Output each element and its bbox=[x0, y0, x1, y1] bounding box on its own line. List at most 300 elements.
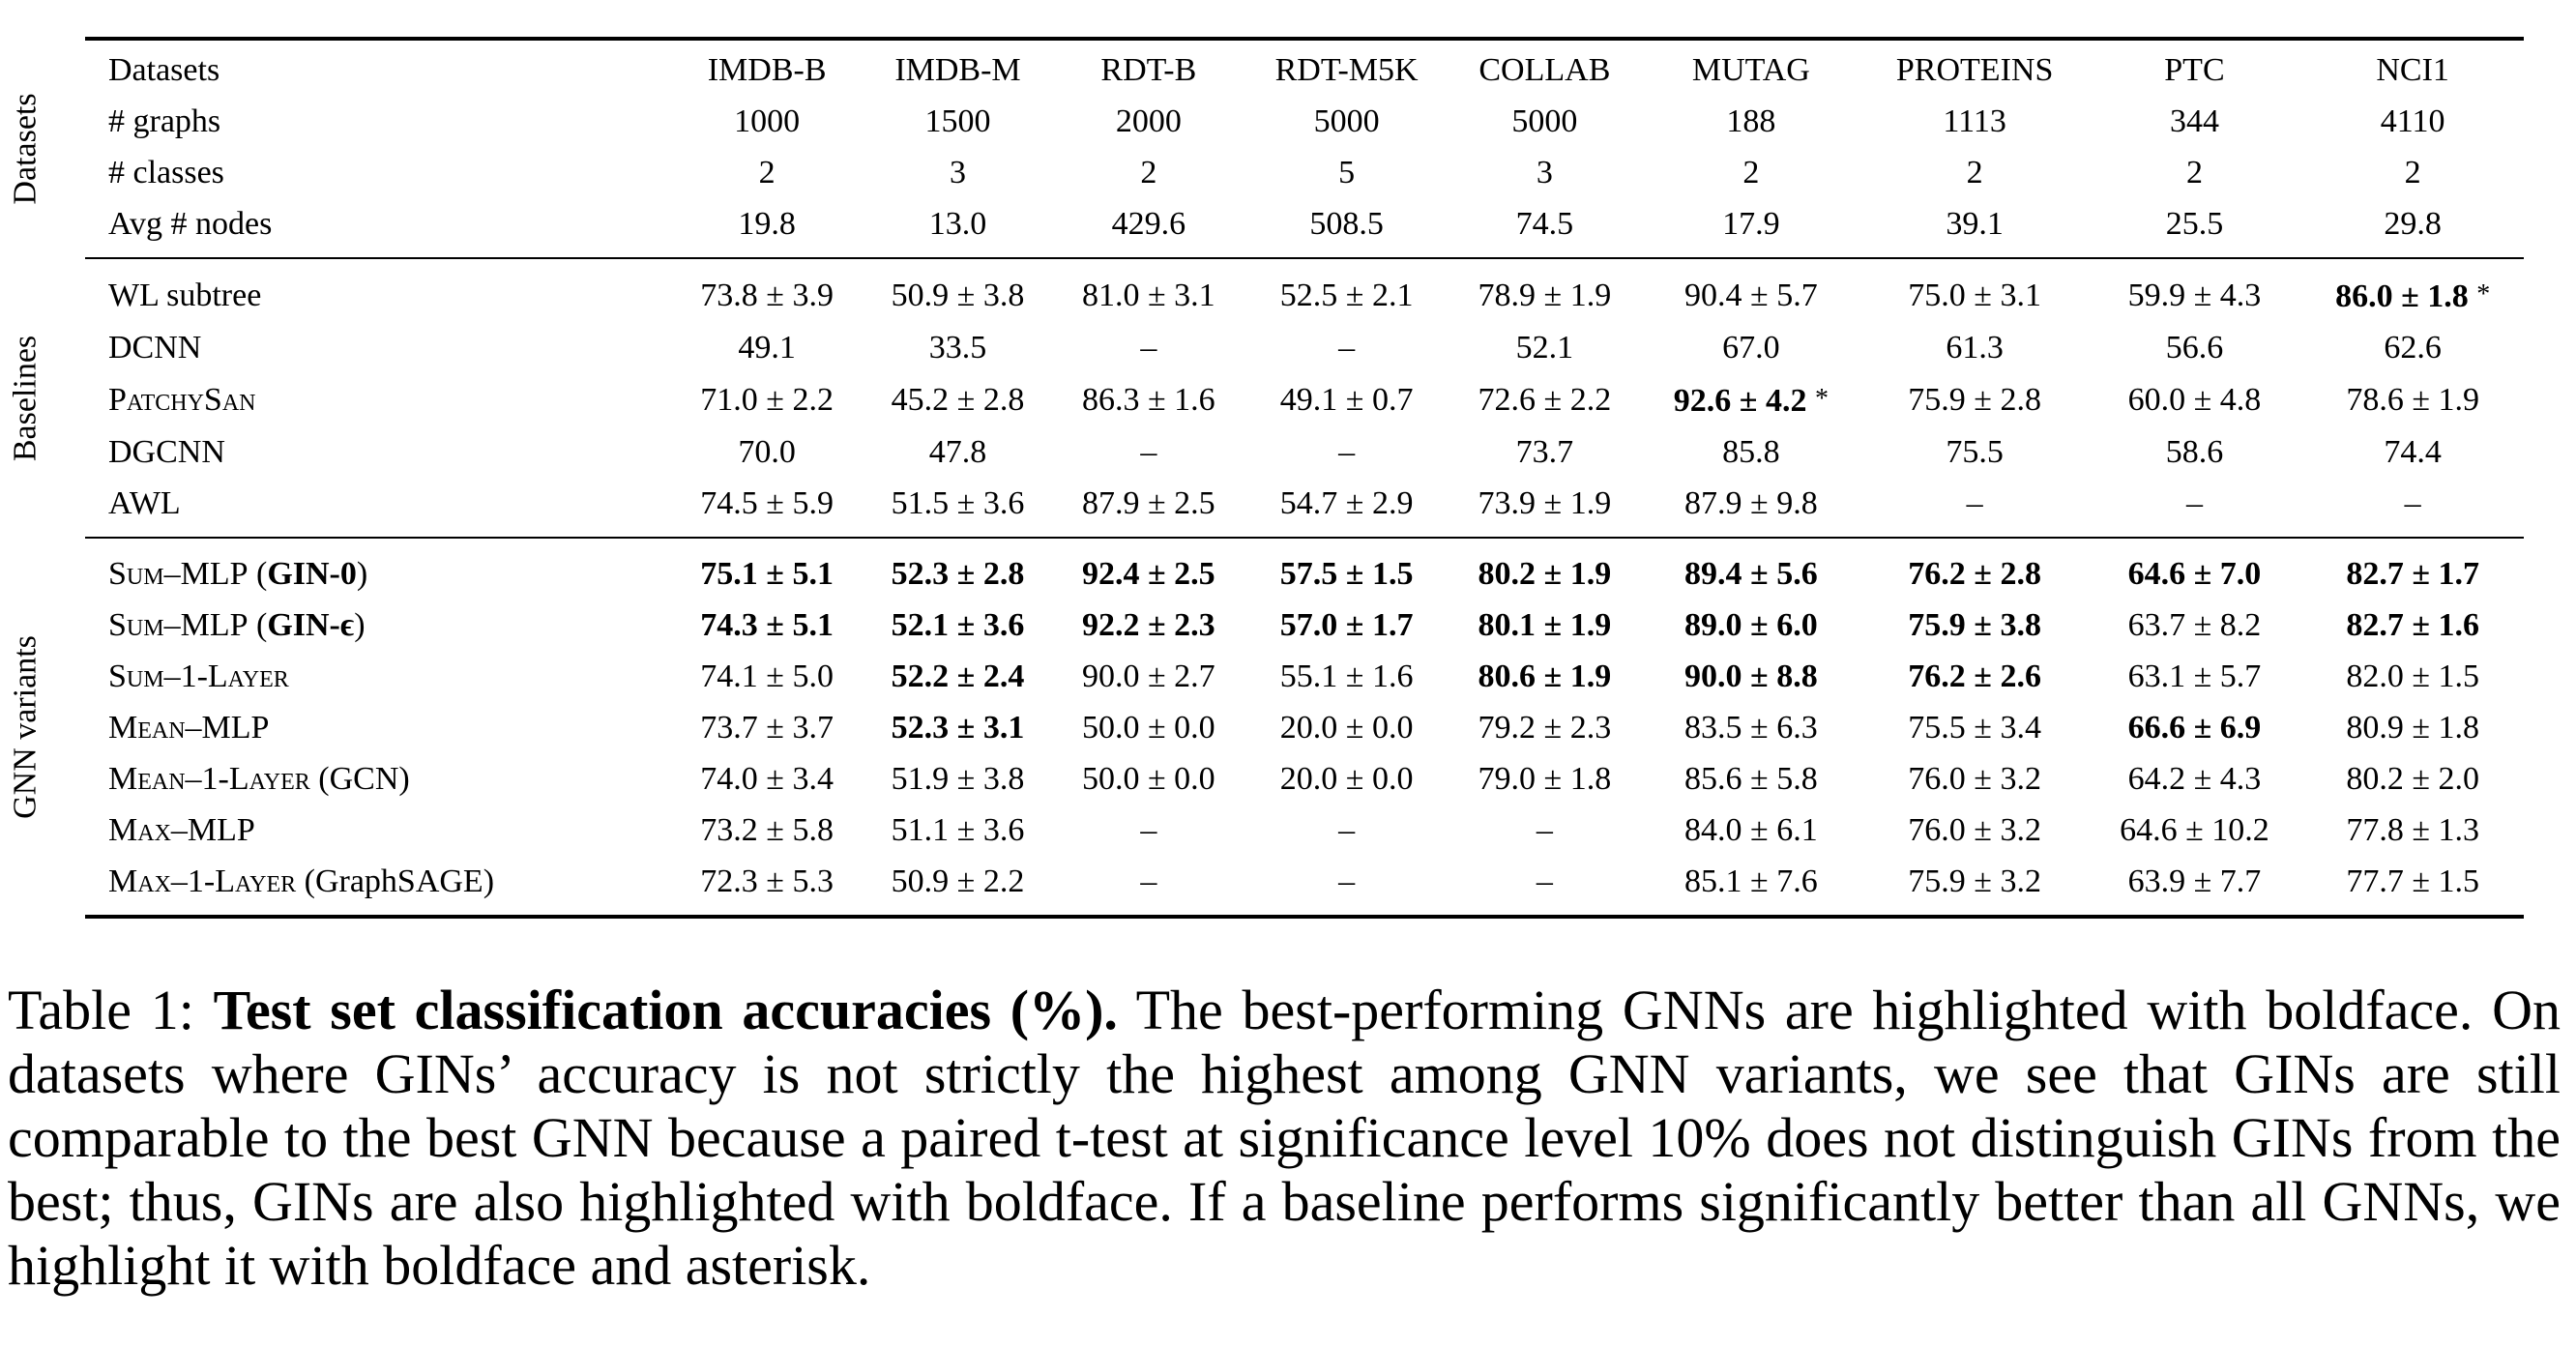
cell-value: 92.6 ± 4.2 bbox=[1673, 383, 1807, 419]
cell-value: 33.5 bbox=[928, 330, 987, 366]
cell-value: 80.2 ± 1.9 bbox=[1478, 556, 1612, 592]
cell-value: – bbox=[1338, 863, 1356, 899]
cell-value: 92.2 ± 2.3 bbox=[1082, 607, 1215, 643]
table-cell bbox=[1640, 478, 1862, 538]
table-cell bbox=[1244, 39, 1449, 96]
row-label-method: Mean–1-Layer bbox=[108, 761, 310, 797]
cell-value: 2 bbox=[758, 155, 776, 190]
table-cell bbox=[671, 426, 862, 478]
row-label bbox=[85, 753, 671, 805]
table-cell bbox=[2088, 478, 2302, 538]
cell-value: 54.7 ± 2.9 bbox=[1279, 485, 1414, 521]
table-cell bbox=[1244, 322, 1449, 373]
table-cell bbox=[2301, 702, 2524, 753]
row-label bbox=[85, 538, 671, 600]
cell-value: 50.9 ± 3.8 bbox=[891, 278, 1025, 313]
table-cell bbox=[1640, 39, 1862, 96]
cell-value: 56.6 bbox=[2165, 330, 2224, 366]
row-label: WL subtree bbox=[108, 278, 262, 313]
caption-title: Test set classification accuracies (%). bbox=[213, 979, 1118, 1041]
table-cell bbox=[1640, 856, 1862, 917]
cell-value: 84.0 ± 6.1 bbox=[1684, 812, 1818, 848]
table-cell bbox=[863, 856, 1053, 917]
results-table bbox=[7, 37, 2524, 919]
cell-value: 85.6 ± 5.8 bbox=[1684, 761, 1818, 797]
cell-value: 76.2 ± 2.6 bbox=[1908, 658, 2041, 694]
table-cell bbox=[2088, 39, 2302, 96]
table-cell bbox=[2088, 805, 2302, 856]
cell-value: 82.7 ± 1.6 bbox=[2346, 607, 2479, 643]
table-row bbox=[85, 478, 2524, 538]
cell-value: COLLAB bbox=[1478, 52, 1611, 88]
cell-value: 59.9 ± 4.3 bbox=[2127, 278, 2262, 313]
table-cell bbox=[2088, 856, 2302, 917]
table-cell bbox=[1862, 198, 2088, 258]
cell-value: 58.6 bbox=[2165, 434, 2224, 470]
table-cell bbox=[1862, 96, 2088, 147]
row-label-suffix: (GraphSAGE) bbox=[296, 863, 495, 899]
table-caption bbox=[8, 979, 2561, 1298]
table-cell bbox=[2301, 198, 2524, 258]
table-cell bbox=[1053, 426, 1244, 478]
table-cell bbox=[2088, 373, 2302, 426]
table-cell bbox=[1640, 258, 1862, 322]
table-cell bbox=[671, 96, 862, 147]
cell-value: 45.2 ± 2.8 bbox=[891, 382, 1025, 418]
table-cell bbox=[863, 373, 1053, 426]
table-cell bbox=[1862, 805, 2088, 856]
cell-value: 79.0 ± 1.8 bbox=[1478, 761, 1612, 797]
caption-body: The best-performing GNNs are highlighted with boldface. On datasets where GINs’ accuracy is not strictly the highest among GNN variants, we see that GINs are still comparable to the best GNN because a paired t-test at significance level 10% does not distinguish GINs from the best; thus, GINs are also highlighted with boldface. If a baseline performs significantly better than all GNNs, we highlight it with boldface and asterisk. bbox=[8, 979, 2561, 1297]
table-cell bbox=[2301, 147, 2524, 198]
table-cell bbox=[1862, 373, 2088, 426]
asterisk-mark: * bbox=[1814, 384, 1829, 414]
gin-model-name: GIN-ϵ bbox=[267, 607, 355, 643]
table-cell bbox=[671, 147, 862, 198]
table-cell bbox=[2301, 538, 2524, 600]
cell-value: – bbox=[2404, 485, 2421, 521]
cell-value: 92.4 ± 2.5 bbox=[1082, 556, 1215, 592]
cell-value: 74.5 bbox=[1515, 206, 1574, 242]
table-cell bbox=[2301, 856, 2524, 917]
table-cell bbox=[671, 805, 862, 856]
cell-value: 62.6 bbox=[2384, 330, 2442, 366]
cell-value: 75.9 ± 2.8 bbox=[1908, 382, 2041, 418]
cell-value: 50.0 ± 0.0 bbox=[1082, 761, 1215, 797]
table-cell bbox=[1244, 856, 1449, 917]
cell-value: 75.9 ± 3.2 bbox=[1908, 863, 2041, 899]
table-cell bbox=[1053, 96, 1244, 147]
table-row bbox=[85, 538, 2524, 600]
table-cell bbox=[1053, 651, 1244, 702]
cell-value: PTC bbox=[2164, 52, 2225, 88]
table-cell bbox=[1244, 600, 1449, 651]
table-cell bbox=[2088, 600, 2302, 651]
cell-value: 51.5 ± 3.6 bbox=[891, 485, 1025, 521]
cell-value: 87.9 ± 9.8 bbox=[1684, 485, 1818, 521]
row-label bbox=[85, 600, 671, 651]
cell-value: 52.1 ± 3.6 bbox=[891, 607, 1025, 643]
table-cell bbox=[1053, 600, 1244, 651]
cell-value: 4110 bbox=[2380, 103, 2445, 139]
cell-value: 86.0 ± 1.8 bbox=[2335, 278, 2469, 314]
cell-value: 76.0 ± 3.2 bbox=[1908, 812, 2041, 848]
cell-value: 89.4 ± 5.6 bbox=[1684, 556, 1818, 592]
row-label: DGCNN bbox=[108, 434, 225, 470]
cell-value: 2000 bbox=[1115, 103, 1182, 139]
table-cell bbox=[863, 258, 1053, 322]
cell-value: 79.2 ± 2.3 bbox=[1478, 710, 1612, 746]
cell-value: 188 bbox=[1726, 103, 1776, 139]
cell-value: 52.5 ± 2.1 bbox=[1279, 278, 1414, 313]
cell-value: – bbox=[1338, 330, 1356, 366]
row-label-method: Sum–1-Layer bbox=[108, 658, 289, 694]
row-label bbox=[85, 856, 671, 917]
table-row bbox=[85, 96, 2524, 147]
table-cell bbox=[1449, 478, 1640, 538]
gnn-variants-section bbox=[7, 538, 2524, 917]
cell-value: 80.1 ± 1.9 bbox=[1478, 607, 1612, 643]
table-cell bbox=[2088, 147, 2302, 198]
table-row bbox=[85, 198, 2524, 258]
cell-value: 90.0 ± 2.7 bbox=[1082, 658, 1215, 694]
cell-value: 5000 bbox=[1313, 103, 1380, 139]
cell-value: PROTEINS bbox=[1895, 52, 2054, 88]
row-label-suffix: (GCN) bbox=[309, 761, 410, 797]
table-cell bbox=[1244, 96, 1449, 147]
cell-value: 78.6 ± 1.9 bbox=[2346, 382, 2479, 418]
cell-value: 60.0 ± 4.8 bbox=[2127, 382, 2262, 418]
cell-value: 83.5 ± 6.3 bbox=[1684, 710, 1818, 746]
table-cell bbox=[671, 373, 862, 426]
row-label: AWL bbox=[108, 485, 181, 521]
cell-value: 72.6 ± 2.2 bbox=[1478, 382, 1612, 418]
row-label-suffix: (GIN-0) bbox=[248, 556, 368, 592]
cell-value: 82.7 ± 1.7 bbox=[2346, 556, 2479, 592]
cell-value: 2 bbox=[1742, 155, 1760, 190]
cell-value: 29.8 bbox=[2384, 206, 2442, 242]
row-label bbox=[85, 702, 671, 753]
table-cell bbox=[1244, 426, 1449, 478]
table-cell bbox=[2088, 426, 2302, 478]
cell-value: 89.0 ± 6.0 bbox=[1684, 607, 1818, 643]
table-cell bbox=[1640, 198, 1862, 258]
table-cell bbox=[1053, 258, 1244, 322]
table-cell bbox=[863, 322, 1053, 373]
table-cell bbox=[1449, 322, 1640, 373]
cell-value: 81.0 ± 3.1 bbox=[1082, 278, 1215, 313]
cell-value: 57.5 ± 1.5 bbox=[1279, 556, 1414, 592]
table-cell bbox=[1862, 753, 2088, 805]
cell-value: 70.0 bbox=[738, 434, 796, 470]
cell-value: IMDB-M bbox=[894, 52, 1021, 88]
table-cell bbox=[1862, 600, 2088, 651]
cell-value: 52.2 ± 2.4 bbox=[891, 658, 1025, 694]
table-cell bbox=[2301, 478, 2524, 538]
table-cell bbox=[671, 322, 862, 373]
cell-value: 51.1 ± 3.6 bbox=[891, 812, 1025, 848]
table-cell bbox=[671, 538, 862, 600]
table-row bbox=[85, 373, 2524, 426]
cell-value: 75.1 ± 5.1 bbox=[700, 556, 834, 592]
cell-value: 20.0 ± 0.0 bbox=[1279, 710, 1414, 746]
table-cell bbox=[1862, 322, 2088, 373]
table-cell bbox=[1449, 538, 1640, 600]
cell-value: 57.0 ± 1.7 bbox=[1279, 607, 1414, 643]
cell-value: – bbox=[1536, 812, 1553, 848]
table-cell bbox=[2301, 753, 2524, 805]
table-cell bbox=[671, 856, 862, 917]
table-cell bbox=[1053, 147, 1244, 198]
cell-value: 52.1 bbox=[1515, 330, 1574, 366]
table-cell bbox=[1053, 702, 1244, 753]
cell-value: RDT-M5K bbox=[1274, 52, 1419, 88]
cell-value: 63.9 ± 7.7 bbox=[2127, 863, 2262, 899]
table-cell bbox=[1640, 96, 1862, 147]
cell-value: 3 bbox=[949, 155, 966, 190]
row-label-suffix: (GIN-ϵ) bbox=[248, 607, 366, 643]
table-row bbox=[85, 426, 2524, 478]
cell-value: 86.3 ± 1.6 bbox=[1082, 382, 1215, 418]
table-row bbox=[85, 805, 2524, 856]
table-cell bbox=[2301, 600, 2524, 651]
table-cell bbox=[671, 478, 862, 538]
row-label: DCNN bbox=[108, 330, 202, 366]
row-label-method: Max–MLP bbox=[108, 812, 255, 848]
table-cell bbox=[1053, 805, 1244, 856]
table-cell bbox=[1640, 373, 1862, 426]
table-cell bbox=[2088, 198, 2302, 258]
table-cell bbox=[863, 147, 1053, 198]
table-cell bbox=[2301, 258, 2524, 322]
table-cell bbox=[2088, 322, 2302, 373]
table-cell bbox=[1449, 856, 1640, 917]
table-cell bbox=[1244, 198, 1449, 258]
cell-value: 74.0 ± 3.4 bbox=[700, 761, 834, 797]
cell-value: 63.7 ± 8.2 bbox=[2127, 607, 2262, 643]
caption-prefix: Table 1: bbox=[8, 979, 214, 1041]
table-cell bbox=[1640, 702, 1862, 753]
table-cell bbox=[671, 600, 862, 651]
table-cell bbox=[1862, 856, 2088, 917]
table-cell bbox=[1449, 258, 1640, 322]
cell-value: 77.8 ± 1.3 bbox=[2346, 812, 2479, 848]
cell-value: 1000 bbox=[734, 103, 801, 139]
cell-value: 52.3 ± 3.1 bbox=[891, 710, 1025, 746]
table-cell bbox=[1053, 478, 1244, 538]
row-label-method: Sum–MLP bbox=[108, 556, 249, 592]
cell-value: 63.1 ± 5.7 bbox=[2127, 658, 2262, 694]
table-cell bbox=[1053, 538, 1244, 600]
row-label: Avg # nodes bbox=[108, 206, 273, 242]
table-cell bbox=[863, 39, 1053, 96]
cell-value: 64.6 ± 10.2 bbox=[2120, 812, 2269, 848]
table-cell bbox=[1449, 753, 1640, 805]
cell-value: 2 bbox=[1140, 155, 1157, 190]
table-cell bbox=[1053, 856, 1244, 917]
table-cell bbox=[1449, 702, 1640, 753]
cell-value: 74.3 ± 5.1 bbox=[700, 607, 834, 643]
table-cell bbox=[1862, 258, 2088, 322]
cell-value: 78.9 ± 1.9 bbox=[1478, 278, 1612, 313]
table-row bbox=[85, 702, 2524, 753]
table-cell bbox=[1862, 478, 2088, 538]
cell-value: 75.5 ± 3.4 bbox=[1908, 710, 2041, 746]
cell-value: – bbox=[1140, 434, 1157, 470]
table-cell bbox=[671, 39, 862, 96]
cell-value: 20.0 ± 0.0 bbox=[1279, 761, 1414, 797]
cell-value: 50.0 ± 0.0 bbox=[1082, 710, 1215, 746]
cell-value: 71.0 ± 2.2 bbox=[700, 382, 834, 418]
cell-value: 2 bbox=[2404, 155, 2421, 190]
table-cell bbox=[1053, 198, 1244, 258]
cell-value: 5000 bbox=[1511, 103, 1578, 139]
table-cell bbox=[1053, 753, 1244, 805]
table-cell bbox=[1244, 147, 1449, 198]
cell-value: 90.4 ± 5.7 bbox=[1684, 278, 1818, 313]
table-cell bbox=[1862, 426, 2088, 478]
cell-value: 80.2 ± 2.0 bbox=[2346, 761, 2479, 797]
row-label: Datasets bbox=[108, 52, 220, 88]
table-cell bbox=[1449, 805, 1640, 856]
cell-value: 3 bbox=[1536, 155, 1553, 190]
cell-value: 76.0 ± 3.2 bbox=[1908, 761, 2041, 797]
table-cell bbox=[1640, 753, 1862, 805]
cell-value: 55.1 ± 1.6 bbox=[1279, 658, 1414, 694]
table-cell bbox=[863, 478, 1053, 538]
table-cell bbox=[2301, 39, 2524, 96]
cell-value: 90.0 ± 8.8 bbox=[1684, 658, 1818, 694]
table-cell bbox=[671, 753, 862, 805]
table-cell bbox=[1449, 198, 1640, 258]
cell-value: 76.2 ± 2.8 bbox=[1908, 556, 2041, 592]
table-cell bbox=[1244, 651, 1449, 702]
cell-value: 61.3 bbox=[1946, 330, 2004, 366]
cell-value: 73.7 ± 3.7 bbox=[700, 710, 834, 746]
cell-value: – bbox=[1966, 485, 1983, 521]
table-cell bbox=[1244, 373, 1449, 426]
table-row bbox=[85, 600, 2524, 651]
table-cell bbox=[863, 96, 1053, 147]
table-cell bbox=[1053, 373, 1244, 426]
cell-value: 87.9 ± 2.5 bbox=[1082, 485, 1215, 521]
cell-value: 52.3 ± 2.8 bbox=[891, 556, 1025, 592]
row-label: # classes bbox=[108, 155, 224, 190]
table-row bbox=[85, 856, 2524, 917]
table-cell bbox=[2088, 258, 2302, 322]
cell-value: 75.9 ± 3.8 bbox=[1908, 607, 2041, 643]
cell-value: – bbox=[1338, 434, 1356, 470]
cell-value: 2 bbox=[1966, 155, 1983, 190]
table-cell bbox=[2301, 373, 2524, 426]
table-cell bbox=[2301, 651, 2524, 702]
table-cell bbox=[1862, 651, 2088, 702]
table-cell bbox=[1449, 39, 1640, 96]
table-cell bbox=[2301, 96, 2524, 147]
table-cell bbox=[2088, 702, 2302, 753]
baselines-section bbox=[7, 258, 2524, 538]
cell-value: 73.2 ± 5.8 bbox=[700, 812, 834, 848]
cell-value: 47.8 bbox=[928, 434, 987, 470]
cell-value: 508.5 bbox=[1309, 206, 1384, 242]
cell-value: – bbox=[1140, 330, 1157, 366]
table-cell bbox=[1862, 702, 2088, 753]
table-cell bbox=[2088, 538, 2302, 600]
table-cell bbox=[1244, 258, 1449, 322]
cell-value: – bbox=[2185, 485, 2203, 521]
cell-value: 73.9 ± 1.9 bbox=[1478, 485, 1612, 521]
table-row bbox=[85, 753, 2524, 805]
table-cell bbox=[863, 702, 1053, 753]
table-cell bbox=[2301, 426, 2524, 478]
cell-value: 85.1 ± 7.6 bbox=[1684, 863, 1818, 899]
table-row bbox=[85, 651, 2524, 702]
datasets-section bbox=[7, 39, 2524, 258]
table-cell bbox=[1862, 147, 2088, 198]
table-cell bbox=[2301, 322, 2524, 373]
group-label-gnn-variants-text: GNN variants bbox=[7, 634, 44, 819]
cell-value: 49.1 bbox=[738, 330, 796, 366]
table-cell bbox=[1449, 147, 1640, 198]
table-cell bbox=[1449, 426, 1640, 478]
cell-value: 1500 bbox=[924, 103, 991, 139]
cell-value: 19.8 bbox=[738, 206, 796, 242]
table-cell bbox=[2088, 753, 2302, 805]
table-cell bbox=[2088, 651, 2302, 702]
table-cell bbox=[671, 198, 862, 258]
table-cell bbox=[1449, 96, 1640, 147]
cell-value: 50.9 ± 2.2 bbox=[891, 863, 1025, 899]
table-cell bbox=[1449, 600, 1640, 651]
cell-value: 85.8 bbox=[1722, 434, 1780, 470]
cell-value: 66.6 ± 6.9 bbox=[2127, 710, 2262, 746]
table-cell bbox=[863, 753, 1053, 805]
gin-model-name: GIN-0 bbox=[267, 556, 357, 592]
cell-value: 67.0 bbox=[1722, 330, 1780, 366]
cell-value: 82.0 ± 1.5 bbox=[2346, 658, 2479, 694]
table-cell bbox=[1053, 39, 1244, 96]
table-cell bbox=[1053, 322, 1244, 373]
cell-value: 429.6 bbox=[1111, 206, 1186, 242]
cell-value: 74.4 bbox=[2384, 434, 2442, 470]
cell-value: 1113 bbox=[1943, 103, 2006, 139]
cell-value: 2 bbox=[2185, 155, 2203, 190]
table-cell bbox=[1244, 805, 1449, 856]
cell-value: 5 bbox=[1338, 155, 1356, 190]
row-label bbox=[85, 651, 671, 702]
group-label-datasets-text: Datasets bbox=[7, 93, 44, 205]
cell-value: 80.9 ± 1.8 bbox=[2346, 710, 2479, 746]
cell-value: IMDB-B bbox=[707, 52, 827, 88]
table-cell bbox=[1244, 702, 1449, 753]
row-label-method: Max–1-Layer bbox=[108, 863, 297, 899]
cell-value: 74.1 ± 5.0 bbox=[700, 658, 834, 694]
table-cell bbox=[1640, 538, 1862, 600]
cell-value: 64.2 ± 4.3 bbox=[2127, 761, 2262, 797]
group-label-baselines-text: Baselines bbox=[7, 335, 44, 461]
table-cell bbox=[671, 258, 862, 322]
cell-value: 72.3 ± 5.3 bbox=[700, 863, 834, 899]
table-cell bbox=[1244, 753, 1449, 805]
cell-value: RDT-B bbox=[1100, 52, 1197, 88]
cell-value: 75.0 ± 3.1 bbox=[1908, 278, 2041, 313]
table-cell bbox=[671, 651, 862, 702]
table-cell bbox=[1449, 373, 1640, 426]
table-cell bbox=[1640, 805, 1862, 856]
cell-value: 75.5 bbox=[1946, 434, 2004, 470]
cell-value: 77.7 ± 1.5 bbox=[2346, 863, 2479, 899]
table-row bbox=[85, 322, 2524, 373]
